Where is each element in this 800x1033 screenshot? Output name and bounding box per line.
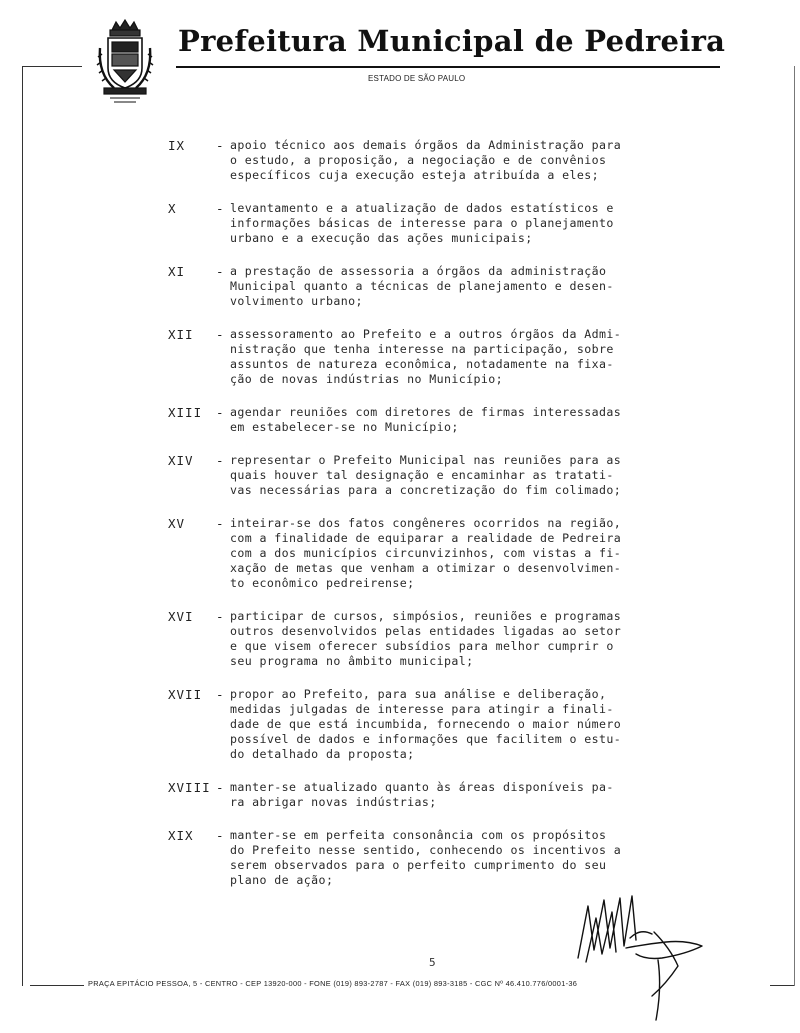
list-item bbox=[168, 453, 748, 498]
item-numeral: XVII bbox=[168, 687, 203, 702]
item-text-line: seu programa no âmbito municipal; bbox=[230, 654, 474, 668]
list-item bbox=[168, 780, 748, 810]
list-item bbox=[168, 327, 748, 387]
item-text bbox=[230, 609, 748, 669]
item-text-line: to econômico pedreirense; bbox=[230, 576, 415, 590]
footer-rule-left bbox=[30, 985, 84, 986]
item-text-line: ra abrigar novas indústrias; bbox=[230, 795, 437, 809]
page-subtitle: ESTADO DE SÃO PAULO bbox=[368, 74, 466, 83]
item-dash: - bbox=[216, 264, 224, 279]
item-numeral: XVI bbox=[168, 609, 194, 624]
item-text bbox=[230, 453, 748, 498]
item-text-line: urbano e a execução das ações municipais; bbox=[230, 231, 533, 245]
item-text-line: agendar reuniões com diretores de firmas interessadas bbox=[230, 405, 622, 419]
list-item bbox=[168, 687, 748, 762]
item-text-line: manter-se atualizado quanto às áreas disponíveis pa- bbox=[230, 780, 614, 794]
item-text-line: medidas julgadas de interesse para atingir a finali- bbox=[230, 702, 614, 716]
frame-right-border bbox=[794, 66, 795, 986]
item-numeral: XV bbox=[168, 516, 186, 531]
item-dash: - bbox=[216, 138, 224, 153]
item-numeral: XIX bbox=[168, 828, 194, 843]
item-text-line: plano de ação; bbox=[230, 873, 334, 887]
item-dash: - bbox=[216, 780, 224, 795]
item-text-line: propor ao Prefeito, para sua análise e deliberação, bbox=[230, 687, 607, 701]
item-numeral: XI bbox=[168, 264, 186, 279]
item-dash: - bbox=[216, 687, 224, 702]
article-list bbox=[168, 138, 748, 906]
item-text-line: representar o Prefeito Municipal nas reuniões para as bbox=[230, 453, 622, 467]
item-text-line: outros desenvolvidos pelas entidades ligadas ao setor bbox=[230, 624, 622, 638]
item-text-line: inteirar-se dos fatos congêneres ocorridos na região, bbox=[230, 516, 622, 530]
item-text-line: apoio técnico aos demais órgãos da Administração para bbox=[230, 138, 622, 152]
item-numeral: XIII bbox=[168, 405, 203, 420]
item-text bbox=[230, 780, 748, 810]
item-dash: - bbox=[216, 405, 224, 420]
item-dash: - bbox=[216, 201, 224, 216]
item-text-line: vas necessárias para a concretização do fim colimado; bbox=[230, 483, 622, 497]
item-dash: - bbox=[216, 516, 224, 531]
list-item bbox=[168, 609, 748, 669]
footer-address: PRAÇA EPITÁCIO PESSOA, 5 - CENTRO - CEP 13920-000 - FONE (019) 893-2787 - FAX (019) 893-3185 - CGC Nº 46.410.776/0001-36 bbox=[88, 979, 578, 988]
item-text-line: manter-se em perfeita consonância com os propósitos bbox=[230, 828, 607, 842]
item-text bbox=[230, 327, 748, 387]
item-text-line: volvimento urbano; bbox=[230, 294, 363, 308]
item-text-line: levantamento e a atualização de dados estatísticos e bbox=[230, 201, 614, 215]
page-number: 5 bbox=[429, 956, 436, 969]
item-text bbox=[230, 264, 748, 309]
item-text-line: do Prefeito nesse sentido, conhecendo os incentivos a bbox=[230, 843, 622, 857]
item-numeral: XII bbox=[168, 327, 194, 342]
item-numeral: XVIII bbox=[168, 780, 211, 795]
item-text-line: assessoramento ao Prefeito e a outros órgãos da Admi- bbox=[230, 327, 622, 341]
item-numeral: IX bbox=[168, 138, 186, 153]
item-text-line: específicos cuja execução esteja atribuída a eles; bbox=[230, 168, 600, 182]
item-dash: - bbox=[216, 609, 224, 624]
item-text bbox=[230, 405, 748, 435]
item-dash: - bbox=[216, 453, 224, 468]
signature-icon bbox=[566, 888, 716, 1028]
list-item bbox=[168, 516, 748, 591]
page-title: Prefeitura Municipal de Pedreira bbox=[178, 24, 726, 58]
item-text bbox=[230, 516, 748, 591]
item-text-line: dade de que está incumbida, fornecendo o maior número bbox=[230, 717, 622, 731]
item-numeral: XIV bbox=[168, 453, 194, 468]
item-dash: - bbox=[216, 327, 224, 342]
item-text-line: participar de cursos, simpósios, reuniões e programas bbox=[230, 609, 622, 623]
item-text-line: o estudo, a proposição, a negociação e de convênios bbox=[230, 153, 607, 167]
item-text-line: assuntos de natureza econômica, notadamente na fixa- bbox=[230, 357, 614, 371]
list-item bbox=[168, 201, 748, 246]
item-text-line: do detalhado da proposta; bbox=[230, 747, 415, 761]
coat-of-arms-icon bbox=[94, 18, 156, 104]
footer-rule-right bbox=[770, 985, 794, 986]
item-text bbox=[230, 687, 748, 762]
item-text-line: em estabelecer-se no Município; bbox=[230, 420, 459, 434]
item-text-line: informações básicas de interesse para o planejamento bbox=[230, 216, 614, 230]
item-text-line: com a finalidade de equiparar a realidade de Pedreira bbox=[230, 531, 622, 545]
item-text-line: e que visem oferecer subsídios para melhor cumprir o bbox=[230, 639, 614, 653]
item-text bbox=[230, 138, 748, 183]
item-text-line: xação de metas que venham a otimizar o desenvolvimen- bbox=[230, 561, 622, 575]
item-text-line: Municipal quanto a técnicas de planejamento e desen- bbox=[230, 279, 614, 293]
item-text-line: quais houver tal designação e encaminhar as tratati- bbox=[230, 468, 614, 482]
list-item bbox=[168, 264, 748, 309]
item-text-line: com a dos municípios circunvizinhos, com vistas a fi- bbox=[230, 546, 622, 560]
item-text-line: a prestação de assessoria a órgãos da administração bbox=[230, 264, 607, 278]
item-text-line: nistração que tenha interesse na participação, sobre bbox=[230, 342, 614, 356]
item-text bbox=[230, 201, 748, 246]
list-item bbox=[168, 828, 748, 888]
item-text bbox=[230, 828, 748, 888]
item-numeral: X bbox=[168, 201, 177, 216]
frame-top-border bbox=[22, 66, 82, 67]
item-dash: - bbox=[216, 828, 224, 843]
title-underline bbox=[176, 66, 720, 68]
item-text-line: possível de dados e informações que facilitem o estu- bbox=[230, 732, 622, 746]
item-text-line: ção de novas indústrias no Município; bbox=[230, 372, 504, 386]
list-item bbox=[168, 405, 748, 435]
item-text-line: serem observados para o perfeito cumprimento do seu bbox=[230, 858, 607, 872]
list-item bbox=[168, 138, 748, 183]
frame-left-border bbox=[22, 66, 23, 986]
